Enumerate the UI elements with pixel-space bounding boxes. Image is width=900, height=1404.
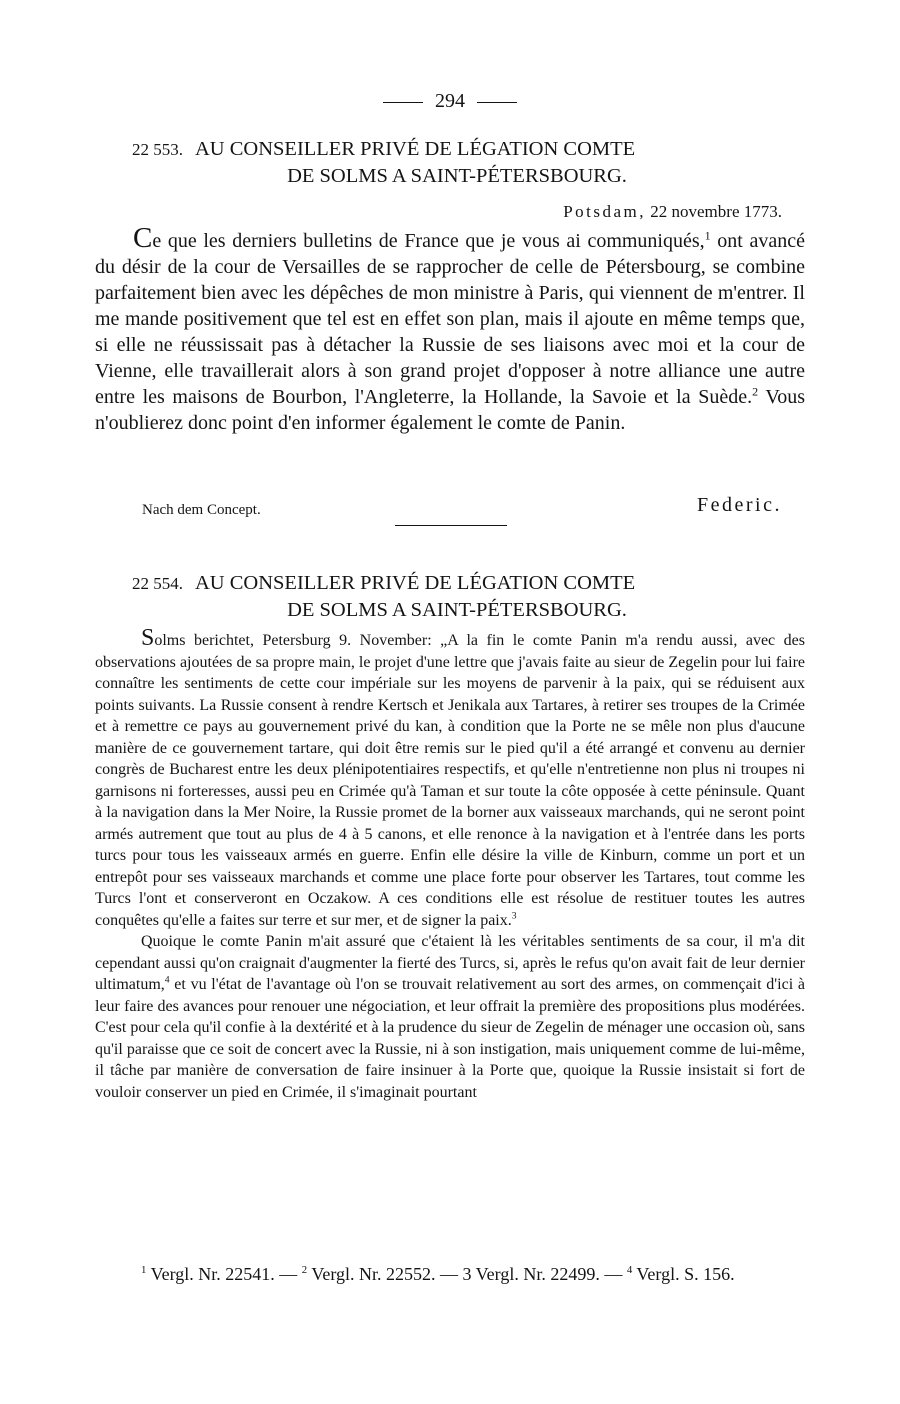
letter-1-number: 22 553. — [132, 140, 183, 159]
page-number-dash-left — [383, 102, 423, 103]
letter-1-heading-line2: DE SOLMS A SAINT-PÉTERSBOURG. — [287, 165, 627, 187]
letter-1-dateline — [563, 202, 782, 222]
letter-2-paragraph-2-text-start: Quoique le comte Panin m'ait assuré que c'étaient là les véritables sentiments de sa cour, il m'a dit cependant aussi qu'on craignait d'augmenter la fierté des Turcs, si, après le refus qu'on avait fait de leur dernier ultimatum, — [95, 933, 805, 993]
footnote-mark-2: 2 — [301, 1264, 308, 1276]
footnote-ref-2: 2 — [752, 384, 759, 399]
page-number-dash-right — [477, 102, 517, 103]
letter-1-heading — [132, 136, 782, 189]
letter-1-paragraph — [95, 222, 805, 436]
footnote-mark-1: 1 — [141, 1264, 147, 1276]
letter-1-date: 22 novembre 1773. — [650, 202, 782, 221]
letter-2-paragraph-1 — [95, 625, 805, 931]
footnote-1-text: Vergl. Nr. 22541. — — [146, 1264, 302, 1284]
letter-2-number: 22 554. — [132, 574, 183, 593]
letter-2-heading-line1: AU CONSEILLER PRIVÉ DE LÉGATION COMTE — [195, 572, 636, 594]
page-number — [0, 90, 900, 113]
footnote-ref-1: 1 — [704, 228, 711, 243]
footnote-mark-4: 4 — [626, 1264, 633, 1276]
footnote-2-text: Vergl. Nr. 22552. — — [307, 1264, 463, 1284]
letter-1-text-start: e que les derniers bulletins de France que je vous ai communiqués, — [152, 230, 705, 252]
footnote-ref-3: 3 — [511, 910, 517, 922]
letter-2-paragraph-2 — [95, 931, 805, 1103]
letter-2-body — [95, 625, 805, 1103]
footnote-4-text: Vergl. S. 156. — [632, 1264, 735, 1284]
letter-1-dropcap: C — [133, 222, 153, 254]
footnote-3-text: Vergl. Nr. 22499. — — [471, 1264, 627, 1284]
letter-2-dropcap: S — [141, 625, 155, 651]
footnote-ref-4: 4 — [164, 974, 170, 986]
footnote-line — [95, 1262, 805, 1286]
letter-1-heading-line1: AU CONSEILLER PRIVÉ DE LÉGATION COMTE — [195, 138, 636, 160]
footnotes — [95, 1262, 805, 1286]
letter-1-source: Nach dem Concept. — [142, 502, 261, 518]
letter-2-heading-line2: DE SOLMS A SAINT-PÉTERSBOURG. — [287, 599, 627, 621]
letter-1-text-end: Vous n'oublierez donc point d'en informer également le comte de Panin. — [95, 386, 805, 434]
footnote-mark-3: 3 — [462, 1264, 472, 1284]
letter-2-paragraph-2-text-end: et vu l'état de l'avantage où l'on se trouvait relativement au sort des armes, on commençait d'ici à leur faire des avances pour renouer une négociation, et leur offrait la première des propositions plus modérées. C'est pour cela qu'il confie à la dextérité et à la prudence du sieur de Zegelin de ménager une occasion où, sans qu'il paraisse que ce soit de concert avec la Russie, ni à son instigation, mais uniquement comme de lui-même, il tâche par manière de conversation de faire insinuer à la Porte que, quoique la Russie insistait si fort de vouloir conserver un pied en Crimée, il s'imaginait pourtant — [95, 976, 805, 1101]
letter-2-paragraph-1-text: olms berichtet, Petersburg 9. November: „A la fin le comte Panin m'a rendu aussi, avec des observations ajoutées de sa propre main, le projet d'une lettre que j'avais faite au sieur de Zegelin pour lui faire connaître les sentiments de cette cour impériale sur les moyens de parvenir à la paix, qui se réduisent aux points suivants. La Russie consent à rendre Kertsch et Jenikala aux Tartares, à retirer ses troupes de la Crimée et à remettre ce pays au gouvernement privé du kan, à condition que la Porte ne se mêle non plus d'aucune manière de ce gouvernement tartare, qui doit être remis sur le pied qu'il a été arrangé et convenu au dernier congrès de Bucharest entre les deux plénipotentiaires respectifs, et qu'elle n'entretienne non plus ni troupes ni garnisons ni forteresses, aussi peu en Crimée qu'à Taman et sur toute la côte opposée à cette péninsule. Quant à la navigation dans la Mer Noire, la Russie promet de la borner aux vaisseaux marchands, qui ne seront point armés autrement que tout au plus de 4 à 5 canons, et elle renonce à la navigation et à l'entrée dans les ports turcs pour tous les vaisseaux armés en guerre. Enfin elle désire la ville de Kinburn, comme un port et un entrepôt pour ses vaisseaux marchands et comme une place forte pour observer les Tartares, tout comme les Turcs l'ont et conserveront en Oczakow. A ces conditions elle est résolue de restituer toutes les autres conquêtes qu'elle a faites sur terre et sur mer, et de signer la paix. — [95, 632, 805, 929]
section-divider — [395, 525, 507, 526]
page-number-text: 294 — [435, 90, 465, 112]
letter-1-place: Potsdam, — [563, 202, 647, 221]
letter-1-text-middle: ont avancé du désir de la cour de Versailles de se rapprocher de celle de Pétersbourg, se combine parfaitement bien avec les dépêches de mon ministre à Paris, qui viennent de m'entrer. Il me mande positivement que tel est en effet son plan, mais il ajoute en même temps que, si elle ne réussissait pas à détacher la Russie de ses liaisons avec moi et la cour de Vienne, elle travaillerait alors à son grand projet d'opposer à notre alliance une autre entre les maisons de Bourbon, l'Angleterre, la Hollande, la Savoie et la Suède. — [95, 230, 805, 408]
letter-2-heading — [132, 570, 782, 623]
letter-1-signature: Federic. — [697, 494, 782, 516]
letter-1-body — [95, 222, 805, 436]
